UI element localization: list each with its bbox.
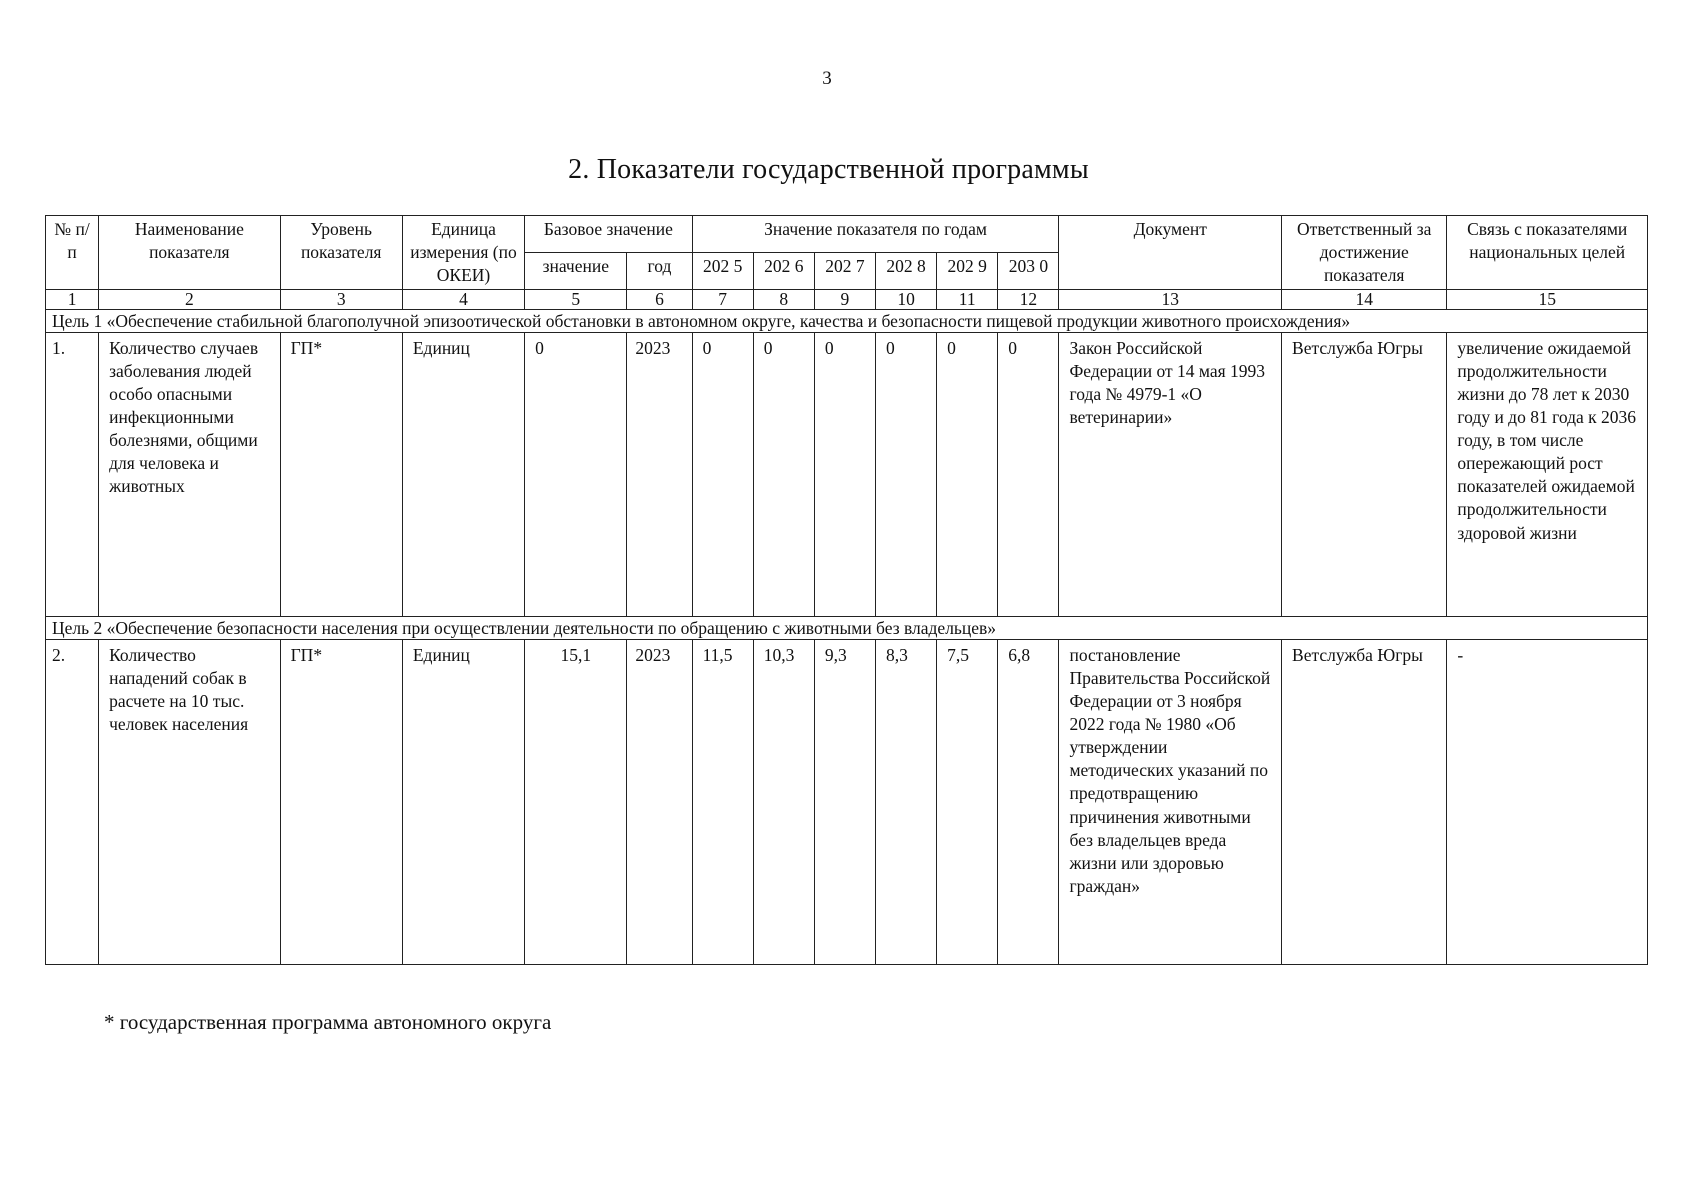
cell-year-value: 9,3 — [814, 639, 875, 964]
header-year-2026: 202 6 — [753, 253, 814, 290]
column-number: 5 — [525, 290, 627, 309]
footnote: * государственная программа автономного округа — [104, 1010, 552, 1034]
header-year-2027: 202 7 — [814, 253, 875, 290]
column-number: 13 — [1059, 290, 1282, 309]
cell-num: 2. — [46, 639, 99, 964]
indicators-table — [45, 215, 1648, 965]
header-num: № п/п — [46, 216, 99, 290]
header-year-2028: 202 8 — [876, 253, 937, 290]
header-level: Уровень показателя — [280, 216, 402, 290]
header-year-2029: 202 9 — [937, 253, 998, 290]
goal-row — [46, 309, 1648, 332]
column-number: 6 — [627, 290, 692, 309]
column-number: 7 — [692, 290, 753, 309]
header-base-value: значение — [525, 253, 627, 290]
cell-link: увеличение ожидаемой продолжительности жизни до 78 лет к 2030 году и до 81 года к 2036 году, в том числе опережающий рост показателей ожидаемой продолжительности здоровой жизни — [1447, 332, 1648, 616]
cell-responsible: Ветслужба Югры — [1282, 639, 1447, 964]
cell-base-value: 0 — [525, 332, 627, 616]
goal-title: Цель 2 «Обеспечение безопасности населения при осуществлении деятельности по обращению с животными без владельцев» — [46, 616, 1648, 639]
cell-unit: Единиц — [402, 332, 524, 616]
column-number: 15 — [1447, 290, 1648, 309]
cell-year-value: 7,5 — [937, 639, 998, 964]
header-row-1 — [46, 216, 1648, 253]
column-number: 1 — [46, 290, 99, 309]
cell-year-value: 0 — [998, 332, 1059, 616]
cell-year-value: 0 — [692, 332, 753, 616]
cell-year-value: 0 — [876, 332, 937, 616]
cell-year-value: 11,5 — [692, 639, 753, 964]
cell-unit: Единиц — [402, 639, 524, 964]
cell-link: - — [1447, 639, 1648, 964]
cell-year-value: 6,8 — [998, 639, 1059, 964]
cell-level: ГП* — [280, 332, 402, 616]
column-number: 4 — [402, 290, 524, 309]
table-row — [46, 332, 1648, 616]
cell-year-value: 0 — [753, 332, 814, 616]
header-year-2030: 203 0 — [998, 253, 1059, 290]
column-number: 3 — [280, 290, 402, 309]
header-document: Документ — [1059, 216, 1282, 290]
cell-year-value: 0 — [814, 332, 875, 616]
cell-base-value: 15,1 — [525, 639, 627, 964]
column-number: 11 — [937, 290, 998, 309]
column-numbers-row — [46, 290, 1648, 309]
column-number: 14 — [1282, 290, 1447, 309]
header-responsible: Ответственный за достижение показателя — [1282, 216, 1447, 290]
goal-row — [46, 616, 1648, 639]
header-year-2025: 202 5 — [692, 253, 753, 290]
table-row — [46, 639, 1648, 964]
column-number: 12 — [998, 290, 1059, 309]
page-number: 3 — [822, 68, 832, 89]
cell-name: Количество нападений собак в расчете на 10 тыс. человек населения — [99, 639, 280, 964]
cell-num: 1. — [46, 332, 99, 616]
header-by-years: Значение показателя по годам — [692, 216, 1059, 253]
cell-year-value: 0 — [937, 332, 998, 616]
column-number: 9 — [814, 290, 875, 309]
column-number: 2 — [99, 290, 280, 309]
cell-year-value: 10,3 — [753, 639, 814, 964]
column-number: 8 — [753, 290, 814, 309]
cell-base-year: 2023 — [627, 332, 692, 616]
cell-level: ГП* — [280, 639, 402, 964]
header-name: Наименование показателя — [99, 216, 280, 290]
page-title: 2. Показатели государственной программы — [568, 154, 1089, 185]
header-unit: Единица измерения (по ОКЕИ) — [402, 216, 524, 290]
cell-document: постановление Правительства Российской Федерации от 3 ноября 2022 года № 1980 «Об утверждении методических указаний по предотвращению причинения животными без владельцев вреда жизни или здоровью граждан» — [1059, 639, 1282, 964]
header-base: Базовое значение — [525, 216, 692, 253]
goal-title: Цель 1 «Обеспечение стабильной благополучной эпизоотической обстановки в автономном округе, качества и безопасности пищевой продукции животного происхождения» — [46, 309, 1648, 332]
header-base-year: год — [627, 253, 692, 290]
cell-year-value: 8,3 — [876, 639, 937, 964]
cell-name: Количество случаев заболевания людей особо опасными инфекционными болезнями, общими для человека и животных — [99, 332, 280, 616]
header-link: Связь с показателями национальных целей — [1447, 216, 1648, 290]
cell-responsible: Ветслужба Югры — [1282, 332, 1447, 616]
cell-base-year: 2023 — [627, 639, 692, 964]
column-number: 10 — [876, 290, 937, 309]
cell-document: Закон Российской Федерации от 14 мая 1993 года № 4979-1 «О ветеринарии» — [1059, 332, 1282, 616]
